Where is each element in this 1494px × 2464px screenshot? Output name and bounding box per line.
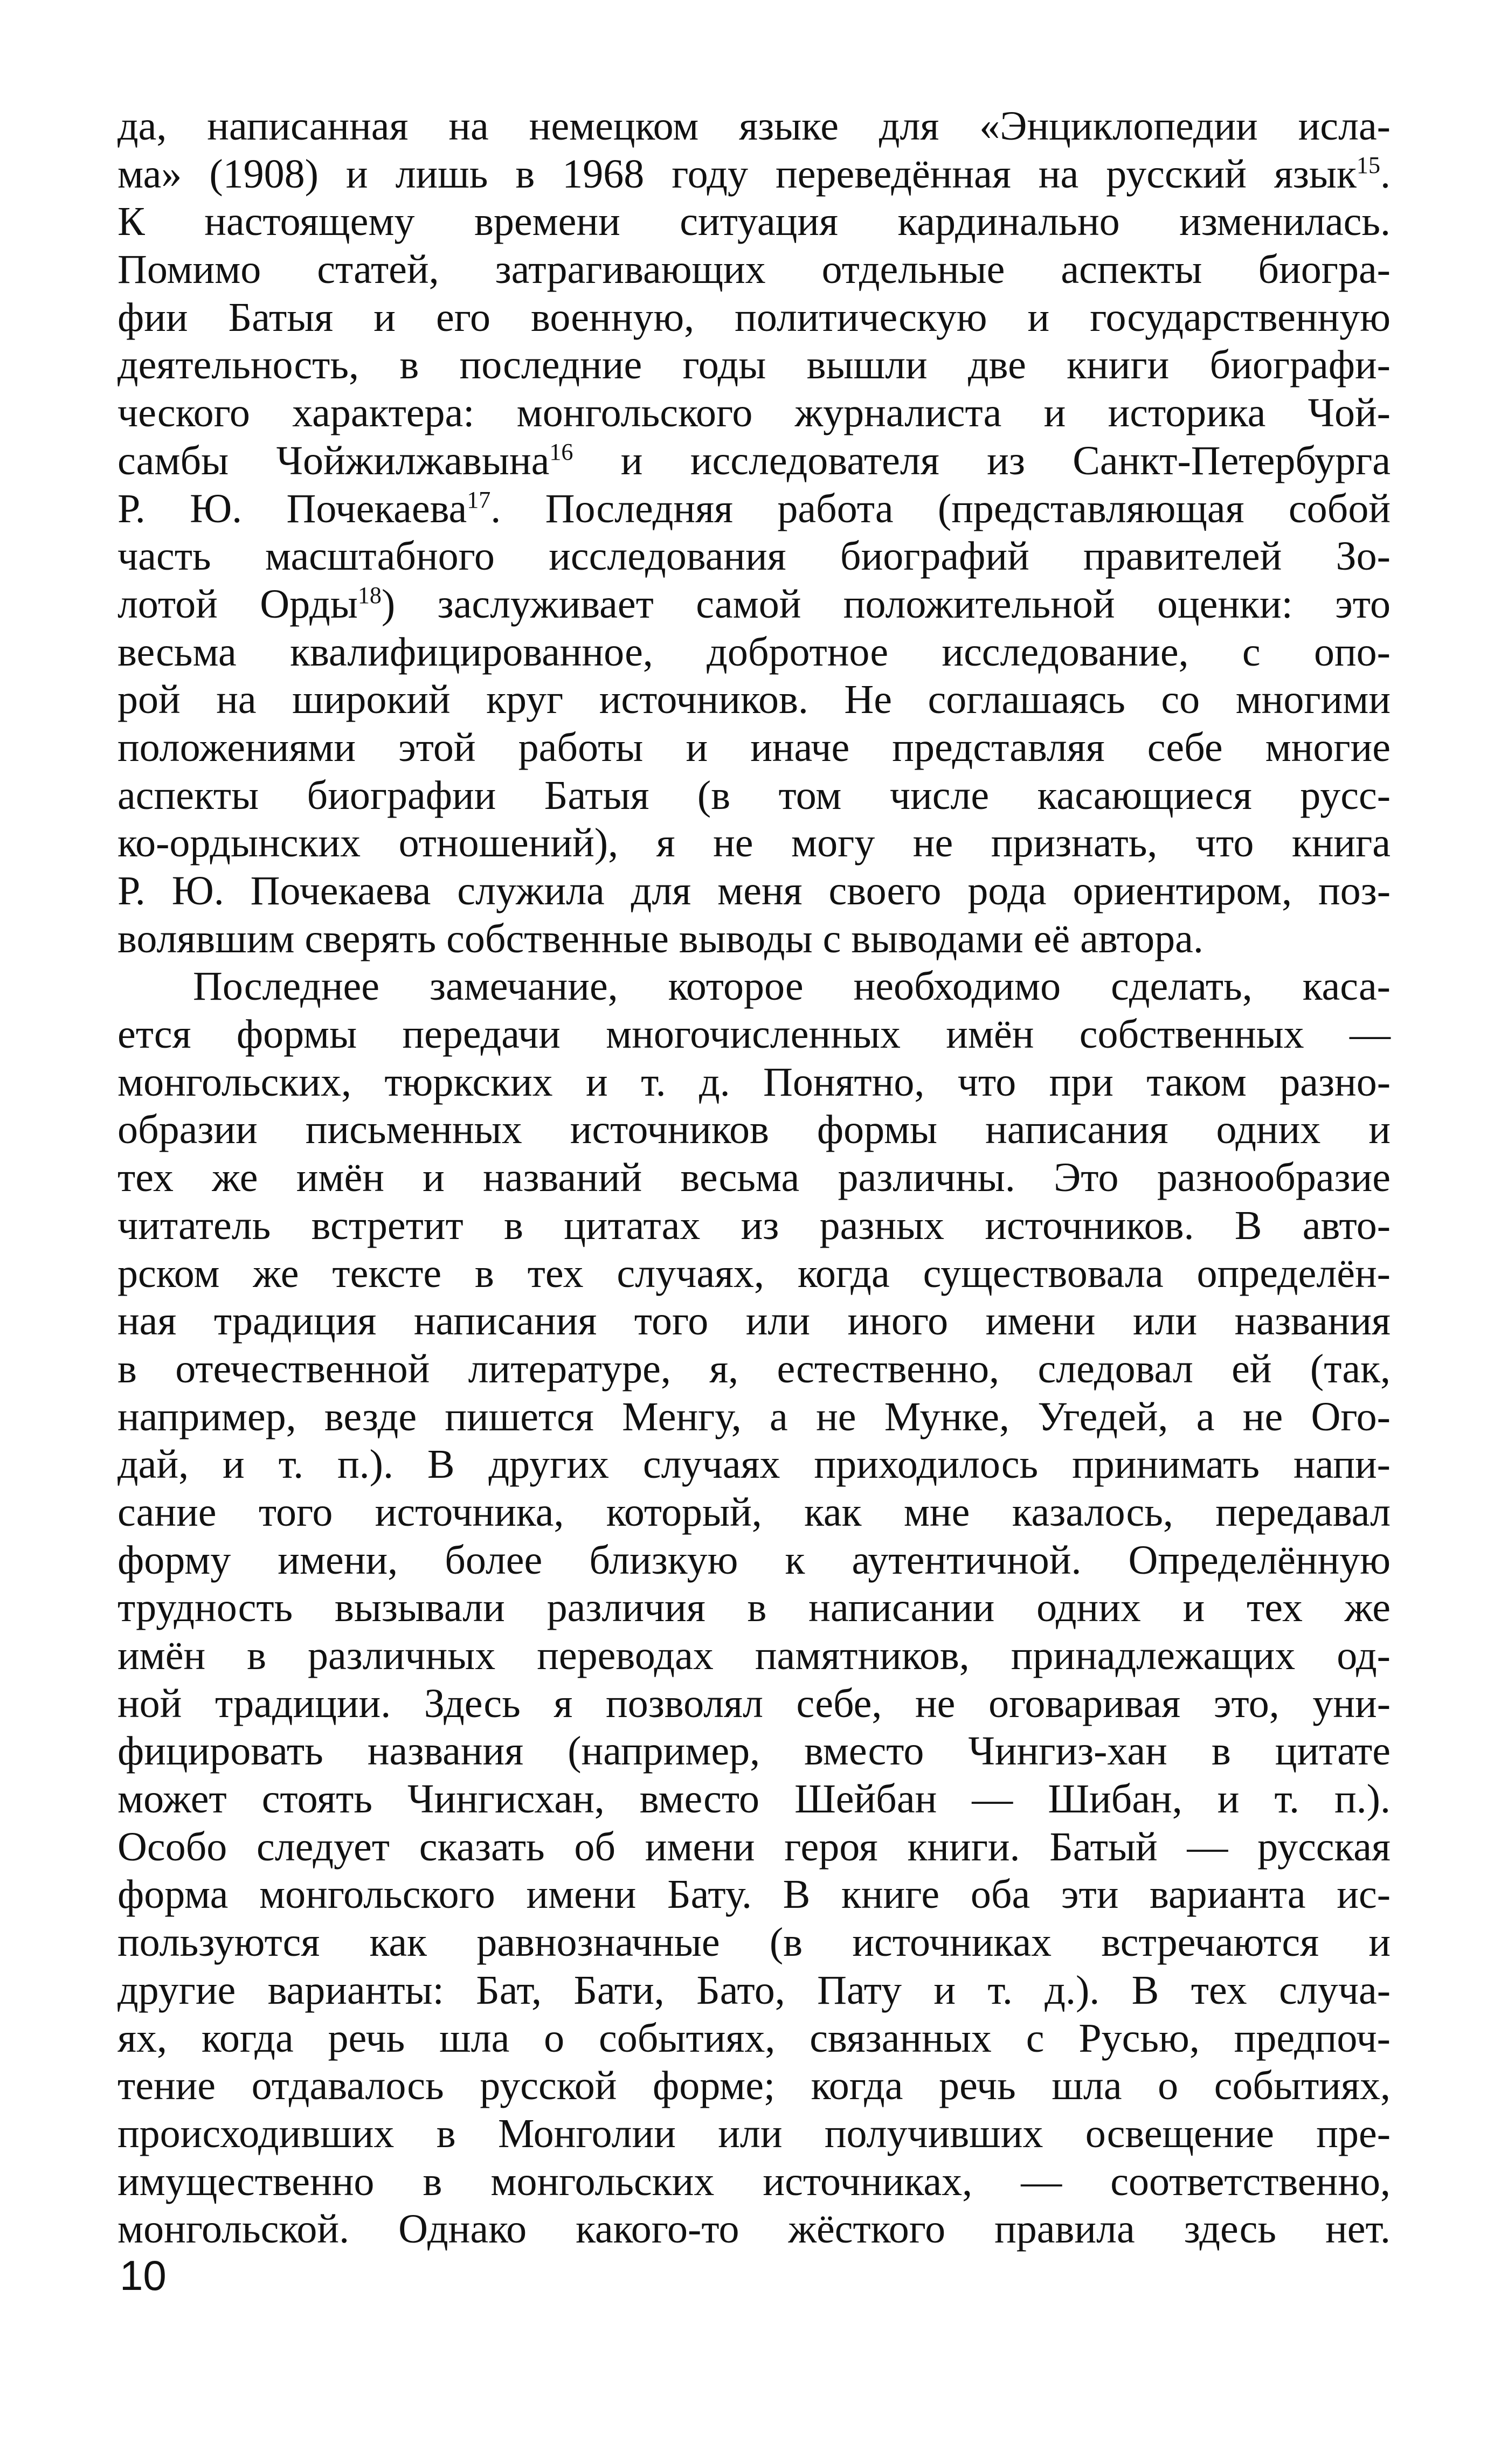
text-line: форму имени, более близкую к аутентичной. Определённую [117, 1537, 1391, 1583]
footnote-ref-18: 18 [357, 582, 382, 609]
text-line: Особо следует сказать об имени героя книги. Батый — русская [117, 1824, 1391, 1870]
footnote-ref-17: 17 [467, 487, 491, 514]
text-run: . [1380, 151, 1391, 197]
body-text [117, 102, 1391, 2253]
text-line: Р. Ю. Почекаева служила для меня своего рода ориентиром, поз- [117, 868, 1391, 913]
text-line: часть масштабного исследования биографий правителей Зо- [117, 534, 1391, 579]
text-line: в отечественной литературе, я, естественно, следовал ей (так, [117, 1346, 1391, 1392]
text-line: читатель встретит в цитатах из разных источников. В авто- [117, 1202, 1391, 1248]
text-line: К настоящему времени ситуация кардинально изменилась. [117, 199, 1391, 245]
text-line: ной традиции. Здесь я позволял себе, не оговаривая это, уни- [117, 1680, 1391, 1726]
text-line: дай, и т. п.). В других случаях приходилось принимать напи- [117, 1442, 1391, 1487]
text-line: ческого характера: монгольского журналиста и историка Чой- [117, 390, 1391, 436]
text-line: пользуются как равнозначные (в источниках встречаются и [117, 1920, 1391, 1965]
page-number: 10 [120, 2252, 167, 2299]
text-line: имущественно в монгольских источниках, — соответственно, [117, 2158, 1391, 2204]
paragraph-2 [117, 963, 1391, 2253]
text-line: имён в различных переводах памятников, принадлежащих од- [117, 1633, 1391, 1678]
text-line: сание того источника, который, как мне казалось, передавал [117, 1489, 1391, 1535]
text-run: самбы Чойжилжавына [117, 438, 550, 483]
text-line: Помимо статей, затрагивающих отдельные аспекты биогра- [117, 247, 1391, 293]
text-line: ется формы передачи многочисленных имён собственных — [117, 1012, 1391, 1057]
text-line: волявшим сверять собственные выводы с выводами её автора. [117, 916, 1204, 961]
text-line: образии письменных источников формы написания одних и [117, 1107, 1391, 1153]
text-run: ) заслуживает самой положительной оценки: это [381, 581, 1391, 627]
text-line: рском же тексте в тех случаях, когда существовала определён- [117, 1250, 1391, 1296]
text-line: трудность вызывали различия в написании одних и тех же [117, 1585, 1391, 1631]
text-run: и исследователя из Санкт-Петербурга [573, 438, 1391, 483]
text-line: да, написанная на немецком языке для «Энциклопедии исла- [117, 103, 1391, 149]
text-line: положениями этой работы и иначе представляя себе многие [117, 724, 1391, 770]
text-line: другие варианты: Бат, Бати, Бато, Пату и т. д.). В тех случа- [117, 1967, 1391, 2013]
text-line: например, везде пишется Менгу, а не Мунке, Угедей, а не Ого- [117, 1394, 1391, 1439]
text-line: монгольской. Однако какого-то жёсткого правила здесь нет. [117, 2206, 1391, 2252]
paragraph-1 [117, 102, 1391, 963]
footnote-ref-16: 16 [549, 439, 573, 466]
text-line [117, 485, 1391, 533]
text-run: . Последняя работа (представляющая собой [490, 486, 1391, 531]
text-run: ма» (1908) и лишь в 1968 году переведённая на русский язык [117, 151, 1357, 197]
text-line: ях, когда речь шла о событиях, связанных с Русью, предпоч- [117, 2015, 1391, 2061]
text-run: лотой Орды [117, 581, 358, 627]
text-line: Последнее замечание, которое необходимо сделать, каса- [193, 964, 1391, 1009]
text-line: фицировать названия (например, вместо Чингиз-хан в цитате [117, 1728, 1391, 1774]
text-line: тение отдавалось русской форме; когда речь шла о событиях, [117, 2063, 1391, 2109]
text-line: рой на широкий круг источников. Не соглашаясь со многими [117, 677, 1391, 723]
text-line: происходивших в Монголии или получивших освещение пре- [117, 2110, 1391, 2156]
text-line: деятельность, в последние годы вышли две книги биографи- [117, 342, 1391, 388]
text-line: весьма квалифицированное, добротное исследование, с опо- [117, 629, 1391, 675]
text-line: фии Батыя и его военную, политическую и государственную [117, 294, 1391, 340]
text-line: может стоять Чингисхан, вместо Шейбан — Шибан, и т. п.). [117, 1776, 1391, 1822]
text-line: форма монгольского имени Бату. В книге оба эти варианта ис- [117, 1872, 1391, 1918]
text-run: Р. Ю. Почекаева [117, 486, 467, 531]
text-line: ная традиция написания того или иного имени или названия [117, 1298, 1391, 1344]
text-line: ко-ордынских отношений), я не могу не признать, что книга [117, 820, 1391, 866]
text-line: аспекты биографии Батыя (в том числе касающиеся русс- [117, 772, 1391, 818]
text-line [117, 437, 1391, 485]
text-line: монгольских, тюркских и т. д. Понятно, что при таком разно- [117, 1059, 1391, 1105]
text-line [117, 580, 1391, 628]
text-line [117, 150, 1391, 198]
text-line: тех же имён и названий весьма различны. Это разнообразие [117, 1155, 1391, 1201]
footnote-ref-15: 15 [1356, 152, 1380, 179]
